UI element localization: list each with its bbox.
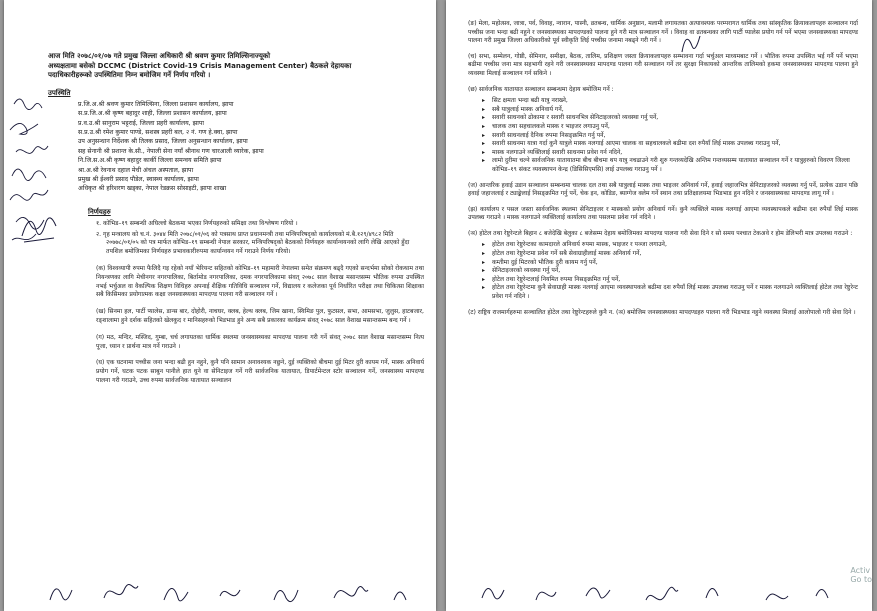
document-page-right: [446, 0, 872, 611]
attendance-list: [48, 100, 424, 194]
decision-paragraph: (च) सभा, सम्मेलन, गोष्ठी, सेमिनार, समीक्षा, बैठक, तालिम, प्रशिक्षण जस्ता क्रियाकलापहरु सम्भावना गर्दा भर्चुअल माध्यमबाट गर्ने । भौतिक रुपमा उपस्थित भई गर्नै पर्ने भएमा बढीमा पच्चीस जना मात्र सहभागी रहने गरी जनस्वास्थ्यका मापदण्ड पालना गरी सञ्चालन गर्ने तर सुरक्षा निकायको आन्तरिक तालिमको हकमा जनस्वास्थ्यका मापदण्ड पालना हुने व्यवस्था मिलाई सञ्चालन गर्न सकिने ।: [468, 52, 858, 77]
decision-item: १. कोभिड–१९ सम्बन्धी अघिल्लो बैठकमा भएका निर्णयहरुको समिक्षा तथा विश्लेषण गरियो ।: [96, 219, 298, 227]
decision-paragraph: (ज) आन्तरिक हवाई उडान सञ्चालन सम्बन्धमा चालक दल तथा सबै यात्रुलाई मास्क तथा भाइजर अनिवार्य गर्ने, हवाई जहाजभित्र सेनिटाइजरको व्यवस्था गर्नु पर्ने, प्रत्येक उडान पछि हवाई जहाजलाई र ट्याङ्केलाई निसङ्क्रमित गर्नु पर्ने, चेक इन, कोडिङ, ब्याग्गेज क्लेम गर्ने स्थान तथा प्रतिक्षालयमा भिडभाड हुन नदिने र जनस्वास्थ्यका मापदण्ड लागू गर्ने ।: [468, 181, 858, 198]
bottom-signatures-image: [476, 570, 846, 610]
decision-paragraph: (ट) राष्ट्रिय राजमार्गहरुमा सञ्चालित होटेल तथा रेष्टुरेन्टहरुले कुनै न. (ञ) बमोजिम जनस्वास्थ्यका मापदण्डहरु पालना गरी भिडभाड नहुने व्यवस्था मिलाई आलोपालो गरी सेवा दिने ।: [468, 308, 856, 316]
list-item: ▸ होटेल तथा रेष्टुरेन्टलाई नियमित रुपमा निसङ्क्रमित गर्नु पर्ने,: [482, 276, 858, 285]
attendee: सह सेनानी श्री प्रशान्त के.सी., नेपाली सेना नयाँ श्रीनाथ गण चारआली व्यारेक, झापा: [78, 147, 264, 155]
decision-paragraph: (ञ) होटेल तथा रेष्टुरेन्टले बिहान ८ बजेदेखि बेलुका ८ बजेसम्म देहाय बमोजिमका मापदण्ड पालना गरी सेवा दिने र सो समय पश्चात टेकअवे र होम डेलिभरी मात्र उपलब्ध गराउने :: [468, 229, 853, 237]
hotel-rules-list: [468, 241, 858, 301]
list-item: ▸ होटेल तथा रेष्टुरेन्टमा कुनै सेवाग्राही मास्क नलगाई आएमा व्यवस्थापकले बढीमा दश रुपैयाँ लिई मास्क उपलब्ध गराउनु पर्ने र मास्क नलगाउने व्यक्तिलाई होटेल तथा रेष्टुरेन्ट प्रवेश गर्न नदिने ।: [482, 284, 858, 301]
decision-paragraph: (क) विश्वव्यापी रुपमा फैलिदै गइ रहेको नयाँ भेरियन्ट सहितको कोभिड–१९ महामारी नेपालमा समेत संक्रमण बढ्दै गएको सन्दर्भमा सोको रोकथाम तथा नियन्त्रणका लागि मेचीनगर नगरपालिका, बिर्तामोड नगरपालिका, दमक नगरपालिकामा संवत् २०७८ साल वैशाख मसान्तसम्म भौतिक रुपमा उपस्थित नभई भर्चुअल वा वैकल्पिक शिक्षण विधिहरु अपनाई शैक्षिक गतिविधि सञ्चालन गर्ने, विद्यालय र कलेजका पूर्व निर्धारित परीक्षा तथा चिकित्सा शिक्षाका सबै किसिमका प्रयोगात्मक कक्षा जनस्वास्थ्यका मापदण्ड पालना गरी सञ्चालन गर्ने ।: [96, 265, 424, 299]
minute-heading: [48, 52, 424, 81]
decision-paragraph: (ग) मठ, मन्दिर, मस्जिद, गुम्बा, चर्च लगायतका धार्मिक स्थलमा जनस्वास्थ्यका मापदण्ड पालना गरी गर्ने संवत् २०७८ साल वैशाख मसान्तसम्म नित्य पूजा, ध्यान र प्रार्थना मात्र गर्ने गराउने ।: [96, 333, 424, 350]
decision-paragraph: (ङ) मेला, महोत्सव, जात्रा, पर्व, विवाह, न्वारान, पास्नी, व्रतबन्ध, धार्मिक अनुष्ठान, मलामी लगायतका अत्यावश्यक परम्परागत धार्मिक तथा सांस्कृतिक क्रियाकलापहरु सञ्चालन गर्दा पच्चीस जना भन्दा बढी नहुने र जनस्वास्थ्यका मापदण्डको पालना हुने गरी मात्र सञ्चालन गर्ने । विवाह वा व्रतबन्धका लागि पार्टी प्यालेस प्रयोग गर्न पर्ने भएमा जनस्वास्थ्यका मापदण्ड पालना गरी प्रमुख जिल्ला अधिकारीको पूर्व स्वीकृति लिई पच्चीस जनामा नबढ्ने गरी गर्ने ।: [468, 20, 858, 45]
list-item: ▸ सिट क्षमता भन्दा बढी यात्रु नराख्ने,: [482, 97, 858, 106]
attendance-title: उपस्थिति: [48, 88, 71, 97]
watermark-line: Go to: [850, 575, 872, 584]
bottom-signatures-image: [44, 570, 424, 610]
list-item: ▸ सेनिटाइजरको व्यवस्था गर्नु पर्ने,: [482, 267, 858, 276]
attendee: स.प्र.जि.अ.श्री कृष्ण बहादुर शाही, जिल्ला प्रशासन कार्यालय, झापा: [78, 110, 227, 118]
list-item: ▸ सवारी साधनमा यात्रा गर्दा कुनै यात्रुले मास्क नलगाई आएमा चालक वा सहचालकले बढीमा दश रुपैयाँ लिई मास्क उपलब्ध गराउनु पर्ने,: [482, 140, 858, 149]
list-item: ▸ कम्तीमा दुई मिटरको भौतिक दुरी कायम गर्नु पर्ने,: [482, 259, 858, 268]
list-item: ▸ सवारी साधनको ढोकामा र सवारी साधनभित्र सेनिटाइजरको व्यवस्था गर्नु पर्ने,: [482, 114, 858, 123]
decision-paragraph: (घ) एक घटनामा पच्चीस जना भन्दा बढी हुन नहुने, कुनै पनि सामान अनावश्यक नछुने, दुई व्यक्तिको बीचमा दुई मिटर दुरी कायम गर्ने, मास्क अनिवार्य प्रयोग गर्ने, घटक पटक साबुन पानीले हात धुने वा सेनिटाइज गर्ने गरी सार्वजनिक यातायात, डिपार्टमेन्टल स्टोर सञ्चालन गर्ने, जनस्वास्थ्य मापदण्ड पालना गरी गराउने, उच्च रुपमा सार्वजनिक यातायात सञ्चालन: [96, 359, 424, 384]
attendee: प्रमुख श्री ईश्वरी प्रसाद पौडेल, स्वास्थ्य कार्यालय, झापा: [78, 176, 199, 184]
attendee: श्रा.अ.श्री रेवनाथ दहाल मेची अंचल अस्पताल, झापा: [78, 166, 194, 174]
decision-item: २. गृह मन्त्रालय को च.नं. ३०४४ मिति २०७८/०१/०६ को पत्रसाथ प्राप्त प्रधानमन्त्री तथा मन्त्रिपरिषद्को कार्यालयको मं.बै.१२९/४९८२ मिति २०७७८/०१/०५ को पत्र मार्फत कोभिड–१९ सम्बन्धी नेपाल सरकार, मन्त्रिपरिषद्को बैठकको निर्णयहरु कार्यान्वयनको लागि लेखि आएको हुँदा तपशिल बमोजिमका निर्णयहरु प्रभावकारीरुपमा कार्यान्वयन गर्ने गराउने निर्णय गरियो।: [96, 230, 410, 256]
attendee: स.प्र.उ.श्री रमेश कुमार पाण्डे, सशस्त्र प्रहरी बल, २ नं. गण हे.क्वा, झापा: [78, 129, 238, 136]
list-item: ▸ सबै यात्रुलाई मास्क अनिवार्य गर्ने,: [482, 106, 858, 115]
decisions-title: निर्णयहरु: [88, 207, 111, 216]
heading-line: अध्यक्षतामा बसेको DCCMC (District Covid-19 Crisis Management Center) बैठकले देहायका: [48, 61, 352, 70]
heading-line: आज मिति २०७८/०१/०७ गते प्रमुख जिल्ला अधिकारी श्री श्रवण कुमार तिमिल्सिनाज्यूको: [48, 52, 271, 60]
list-item: ▸ सवारी साधनलाई दैनिक रुपमा निसङ्क्रमित गर्नु पर्ने,: [482, 132, 858, 141]
list-item: ▸ होटेल तथा रेष्टुरेन्टका कामदारले अनिवार्य रुपमा मास्क, भाइजर र पञ्जा लगाउने,: [482, 241, 858, 250]
attendee: उप अनुसन्धान निर्देशक श्री तिलक प्रसाद, जिल्ला अनुसन्धान कार्यालय, झापा: [78, 138, 248, 146]
list-item: ▸ मास्क नलगाउने व्यक्तिलाई सवारी साधनमा प्रवेश गर्न नदिने,: [482, 149, 858, 158]
attendee: अधिकृत श्री हरिशरण खड्का, नेपाल रेडक्रस सोसाइटी, झापा शाखा: [78, 185, 227, 193]
watermark-line: Activ: [850, 566, 871, 575]
transport-rules-list: [468, 97, 858, 174]
decision-paragraph: (झ) कार्यालय र पसल जस्ता सार्वजनिक स्थलमा सेनिटाइजर र मास्कको प्रयोग अनिवार्य गर्ने। कुनै व्यक्तिले मास्क नलगाई आएमा व्यवस्थापकले बढीमा दश रुपैयाँ लिई मास्क उपलब्ध गराउने । मास्क नलगाउने व्यक्तिलाई कार्यालय तथा पसलमा प्रवेश गर्न नदिने ।: [468, 205, 858, 222]
attendee: नि.जि.स.अ.श्री कृष्ण बहादुर कार्की जिल्ला समन्वय समिति झापा: [78, 157, 222, 165]
decision-paragraph: (छ) सार्वजनिक यातायात सञ्चालन सम्बन्धमा देहाय बमोजिम गर्ने :: [468, 85, 614, 93]
decision-paragraph: (ख) सिनमा हल, पार्टी प्यालेस, डान्स बार, दोहोरी, नाचघर, क्लब, हेल्थ क्लब, जिम खाना, स्विमिङ पुल, फुटसल, सभा, आमसभा, जुलुस, हाटबजार, रङ्शालामा हुने दर्शक सहितको खेलकुद र मानिसहरुको भिडभाड हुने अन्य सबै प्रकारका कार्यक्रम संवत् २०७८ साल वैशाख मसान्तसम्म बन्द गर्ने ।: [96, 308, 424, 325]
attendee: प्र.व.उ.श्री सानुराम भट्टराई, जिल्ला प्रहरी कार्यालय, झापा: [78, 119, 205, 127]
document-page-left: [4, 0, 436, 611]
attendee: प्र.जि.अ.श्री श्रवण कुमार तिमिल्सिना, जिल्ला प्रशासन कार्यालय, झापा: [78, 100, 234, 108]
list-item: ▸ चालक तथा सहचालकले मास्क र भाइजर लगाउनु पर्ने,: [482, 123, 858, 132]
heading-line: पदाधिकारीहरूको उपस्थितिमा निम्न बमोजिम गर्ने निर्णय गरियो ।: [48, 71, 211, 80]
list-item: ▸ होटेल तथा रेष्टुरेन्टमा प्रवेश गर्ने सबै सेवाग्राहीलाई मास्क अनिवार्य गर्ने,: [482, 250, 858, 259]
list-item: ▸ लामो दुरीमा चल्ने सार्वजनिक यातायातमा बीच बीचमा थप यात्रु नचढाउने गरी शुरु गन्तव्यदेखि अन्तिम गन्तव्यसम्म यातायात सञ्चालन गर्ने र यात्रुहरुको विवरण जिल्ला कोभिड–१९ संकट व्यवस्थापन केन्द्र (डिसिसिएमसि) लाई उपलब्ध गराउनु पर्ने ।: [482, 157, 858, 174]
os-activation-watermark: [850, 566, 872, 584]
